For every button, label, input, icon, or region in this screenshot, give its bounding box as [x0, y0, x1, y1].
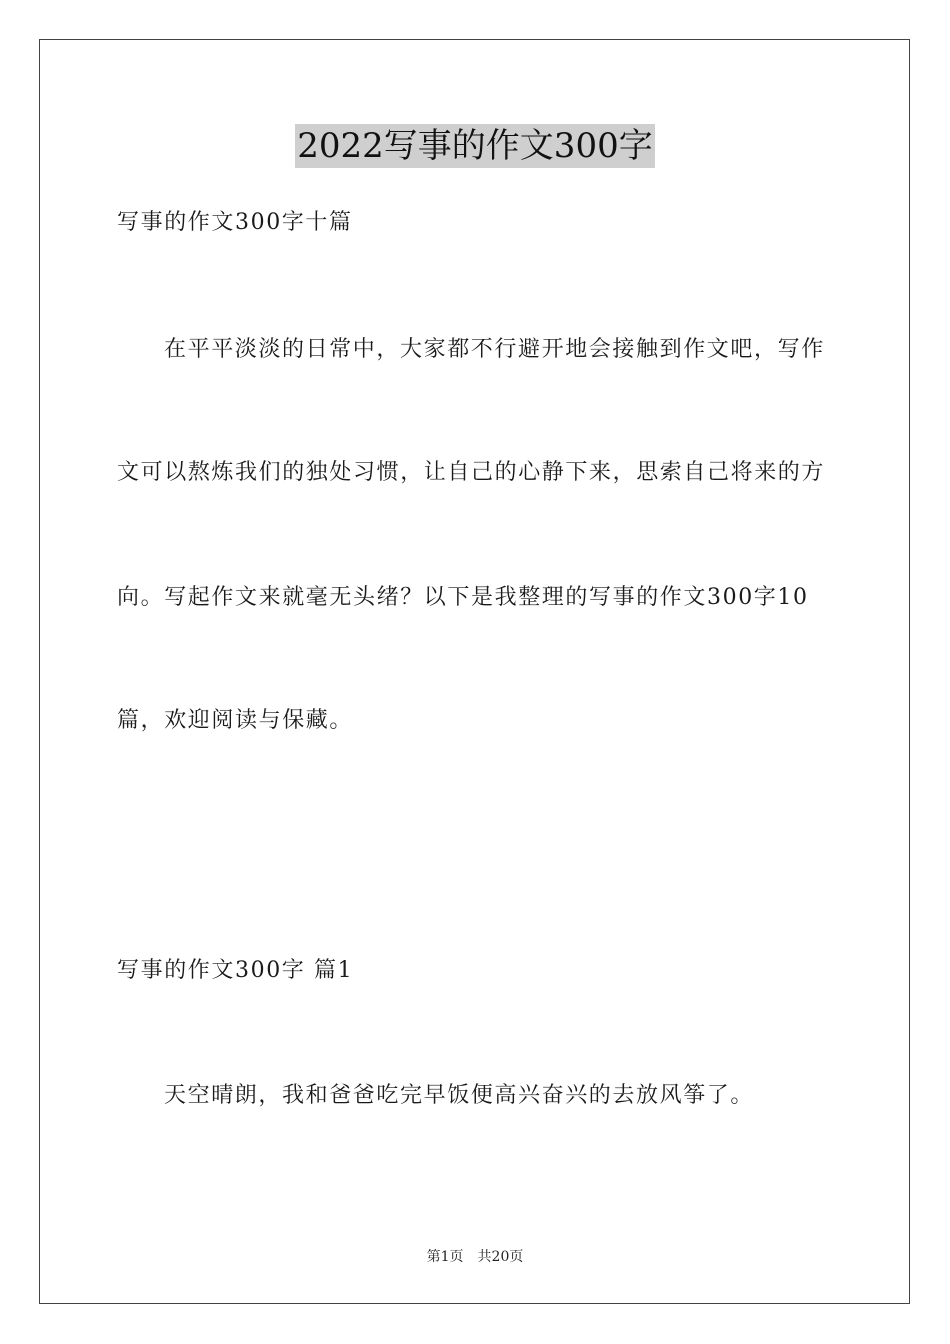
intro-line-2: 文可以熬炼我们的独处习惯，让自己的心静下来，思索自己将来的方: [117, 460, 826, 485]
document-title: [0, 124, 950, 168]
intro-line-4: 篇，欢迎阅读与保藏。: [117, 708, 354, 733]
page-total: 共20页: [477, 1249, 524, 1265]
intro-line-3: 向。写起作文来就毫无头绪？以下是我整理的写事的作文300字10: [117, 585, 809, 610]
intro-line-1: 在平平淡淡的日常中，大家都不行避开地会接触到作文吧，写作: [164, 337, 825, 362]
section-line-1: 天空晴朗，我和爸爸吃完早饭便高兴奋兴的去放风筝了。: [164, 1083, 755, 1108]
section-heading: 写事的作文300字 篇1: [117, 958, 354, 983]
document-title-text: 2022写事的作文300字: [297, 126, 653, 166]
page-footer: [0, 1247, 950, 1267]
document-subtitle: 写事的作文300字十篇: [117, 210, 353, 235]
page-number: 第1页: [426, 1249, 464, 1265]
